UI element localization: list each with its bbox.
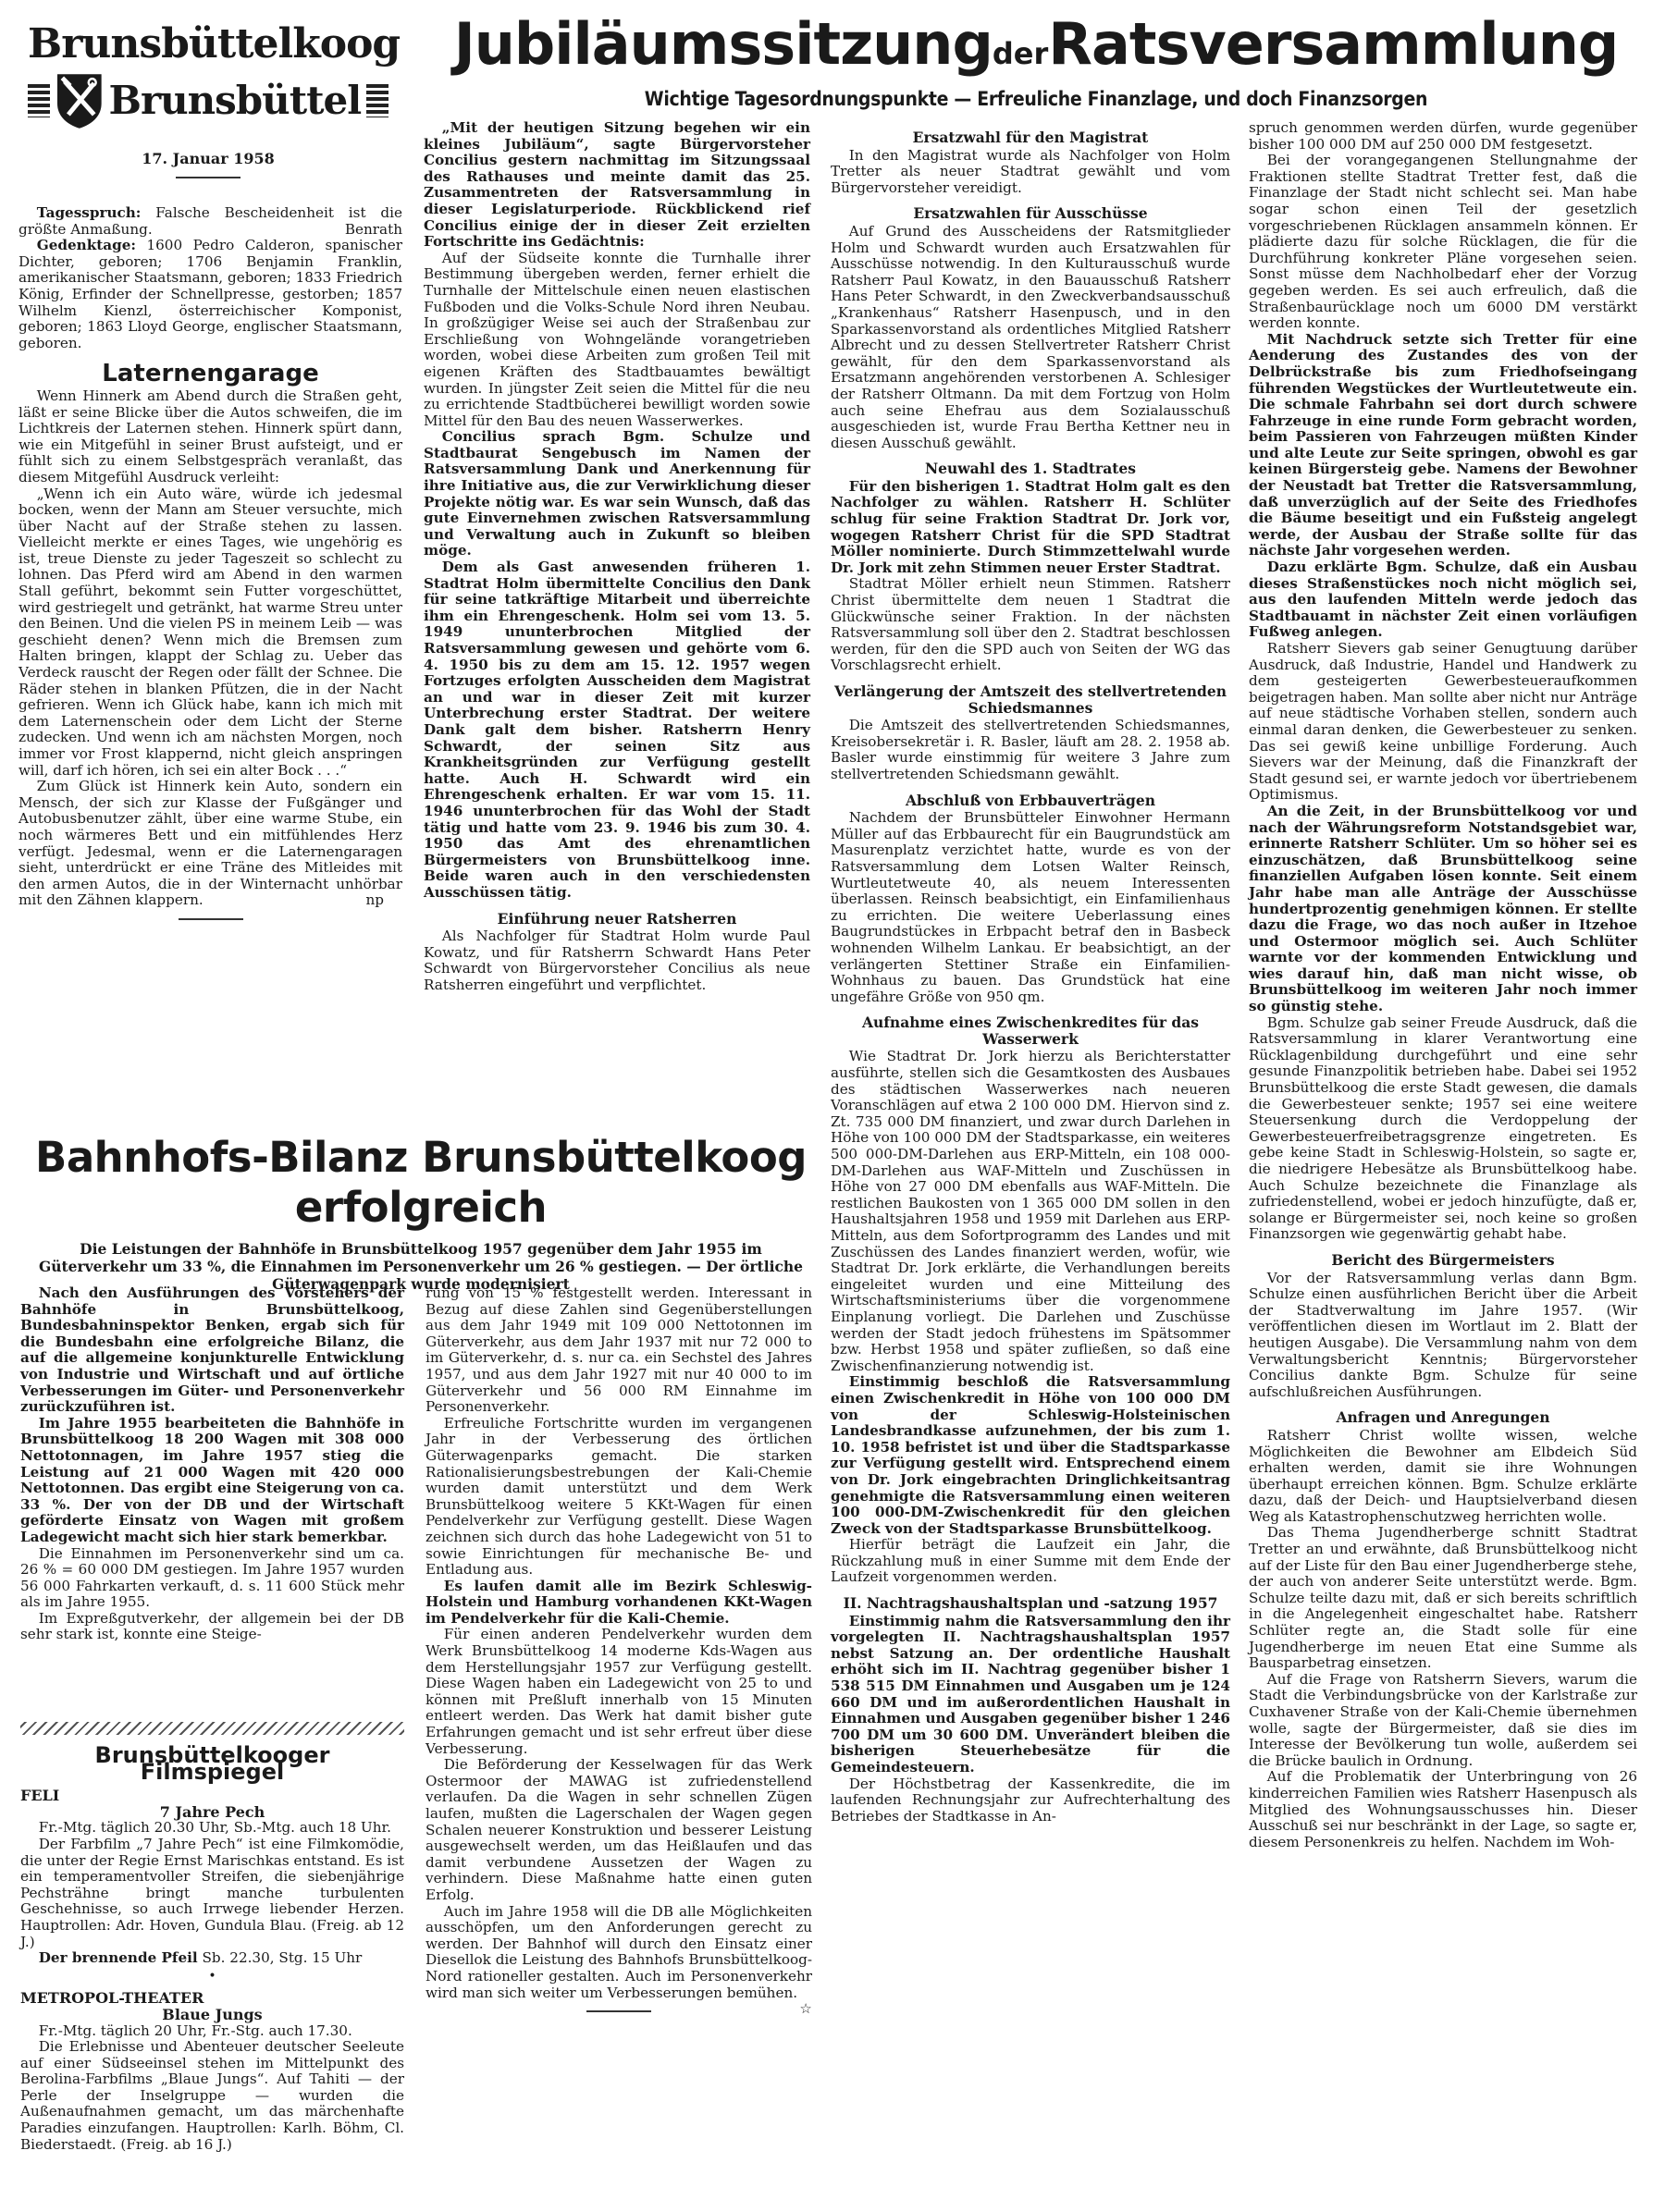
article-paragraph: Die Beförderung der Kesselwagen für das Werk Ostermoor der MAWAG ist zufriedenstellend verlaufen. Da die Wagen in sehr schnellen Zügen laufen, mußten die Lagerschalen der Wagen gegen Schalen neuerer Konstruktion und besserer Leistung ausgewechselt werden, um das Heißlaufen und das damit verbundene Aussetzen der Wagen zu verhindern. Diese Maßnahme hatte einen guten Erfolg.	[426, 1756, 812, 1903]
article-paragraph: Für einen anderen Pendelverkehr wurden dem Werk Brunsbüttelkoog 14 moderne Kds-Wagen aus dem Herstellungsjahr 1957 zur Verfügung gestellt. Diese Wagen haben ein Ladegewicht von 25 to und können mit Preßluft innerhalb von 15 Minuten entleert werden. Das Werk hat damit bisher gute Erfahrungen gemacht und ist sehr erfreut über diese Verbesserung.	[426, 1626, 812, 1757]
section-subheading: Aufnahme eines Zwischenkredites für das Wasserwerk	[861, 1014, 1200, 1048]
main-article-column-4	[1249, 120, 1637, 1850]
article-paragraph: Einstimmig nahm die Ratsversammlung den ihr vorgelegten II. Nachtragshaushaltsplan 1957 nebst Satzung an. Der ordentliche Haushalt erhöht sich im II. Nachtrag gegenüber bisher 1 538 515 DM Einnahmen und Ausgaben um je 124 660 DM und im außerordentlichen Haushalt in Einnahmen und Ausgaben gegenüber bisher 1 246 700 DM um 30 600 DM. Unverändert bleiben die bisherigen Steuerhebesätze für die Gemeindesteuern.	[831, 1612, 1230, 1776]
article-paragraph: Im Jahre 1955 bearbeiteten die Bahnhöfe in Brunsbüttelkoog 18 200 Wagen mit 308 000 Nettotonnagen, im Jahre 1957 stieg die Leistung auf 21 000 Wagen mit 420 000 Nettotonnen. Das ergibt eine Steigerung von ca. 33 %. Der von der DB und der Wirtschaft geförderte Einsatz von Wagen mit großem Ladegewicht macht sich hier stark bemerkbar.	[20, 1414, 404, 1545]
tagesspruch-label: Tagesspruch:	[36, 204, 142, 221]
article-paragraph: Ratsherr Sievers gab seiner Genugtuung darüber Ausdruck, daß Industrie, Handel und Handwerk zu dem gesteigerten Gewerbesteueraufkommen beigetragen haben. Man sollte aber nicht nur Anträge auf neue städtische Vorhaben stellen, sondern auch einmal daran denken, die Gewerbesteuer zu senken. Das sei gewiß keine unbillige Forderung. Auch Sievers war der Meinung, daß die Finanzkraft der Stadt gesund sei, er warnte jedoch vor übertriebenem Optimismus.	[1249, 640, 1637, 804]
article-paragraph: Auch im Jahre 1958 will die DB alle Möglichkeiten ausschöpfen, um den Anforderungen gerecht zu werden. Der Bahnhof will durch den Einsatz einer Diesellok die Leistung des Bahnhofs Brunsbüttelkoog-Nord rationeller gestalten. Auch im Personenverkehr wird man sich weiter um Verbesserungen bemühen. ☆	[426, 1902, 812, 2018]
wavy-divider	[20, 1722, 404, 1735]
article-paragraph: Bgm. Schulze gab seiner Freude Ausdruck, daß die Ratsversammlung in klarer Verantwortung eine Rücklagenbildung durchgeführt und eine sehr gesunde Finanzpolitik betrieben habe. Dabei sei 1952 Brunsbüttelkoog die erste Stadt gewesen, die damals die Gewerbesteuer senkte; 1957 sei eine weitere Steuersenkung durch die Verdoppelung der Gewerbesteuerfreibetragsgrenze eingetreten. Es gebe keine Stadt in Schleswig-Holstein, so sagte er, die niedrigere Hebesätze als Brunsbüttelkoog habe. Auch Schulze bezeichnete die Finanzlage als zufriedenstellend, wobei er jedoch hinzufügte, daß er, solange er Bürgermeister sei, noch keine so großen Finanzsorgen wie gegenwärtig gehabt habe.	[1249, 1014, 1637, 1243]
article-paragraph: Die Amtszeit des stellvertretenden Schiedsmannes, Kreisobersekretär i. R. Basler, läuft am 28. 2. 1958 ab. Basler wurde einstimmig für weitere 3 Jahre zum stellvertretenden Schiedsmann gewählt.	[831, 717, 1230, 782]
section-subheading: II. Nachtragshaushaltsplan und -satzung 1957	[843, 1594, 1218, 1613]
bahn-deck: Die Leistungen der Bahnhöfe in Brunsbüttelkoog 1957 gegenüber dem Jahr 1955 im Güterverkehr um 33 %, die Einnahmen im Personenverkehr um 26 % gestiegen. — Der örtliche Güterwagenpark wurde modernisiert	[38, 1240, 804, 1293]
main-deck: Wichtige Tagesordnungspunkte — Erfreuliche Finanzlage, und doch Finanzsorgen	[644, 88, 1428, 110]
end-star-icon: ☆	[799, 2000, 812, 2018]
movie-times: Fr.-Mtg. täglich 20.30 Uhr, Sb.-Mtg. auch 18 Uhr.	[38, 1819, 391, 1837]
article-paragraph: rung von 15 % festgestellt werden. Interessant in Bezug auf diese Zahlen sind Gegenüberstellungen aus dem Jahr 1949 mit 109 000 Nettotonnen im Güterverkehr, aus dem Jahr 1937 mit nur 72 000 to im Güterverkehr, d. s. nur ca. ein Sechstel des Jahres 1957, und aus dem Jahr 1927 mit nur 40 000 to im Güterverkehr und 56 000 RM Einnahme im Personenverkehr.	[426, 1284, 812, 1416]
film-section-title: Brunsbüttelkooger Filmspiegel	[94, 1742, 330, 1785]
article-paragraph: Concilius sprach Bgm. Schulze und Stadtbaurat Sengebusch im Namen der Ratsversammlung Dank und Anerkennung für ihre Initiative aus, die zur Verwirklichung dieser Projekte nötig war. Es war sein Wunsch, daß das gute Einvernehmen zwischen Ratsversammlung und Verwaltung auch in Zukunft so bleiben möge.	[424, 428, 810, 559]
tagesspruch-author: Benrath	[344, 220, 402, 238]
section-subheading: Einführung neuer Ratsherren	[497, 909, 737, 928]
extra-movie-times: Sb. 22.30, Stg. 15 Uhr	[197, 1949, 363, 1967]
article-paragraph: Erfreuliche Fortschritte wurden im vergangenen Jahr in der Verbesserung des örtlichen Güterwagenparks gemacht. Die starken Rationalisierungsbestrebungen der Kali-Chemie wurden damit unterstützt und dem Werk Brunsbüttelkoog weitere 5 KKt-Wagen für einen Pendelverkehr zur Verfügung gestellt. Diese Wagen zeichnen sich durch das hohe Ladegewicht von 51 to sowie Einrichtungen für mechanische Be- und Entladung aus.	[426, 1414, 812, 1579]
bahn-article-column-1	[20, 1285, 404, 1643]
article-paragraph: Nachdem der Brunsbütteler Einwohner Hermann Müller auf das Erbbaurecht für ein Baugrundstück am Masurenplatz verzichtet hatte, wurde es von der Ratsversammlung dem Lotsen Walter Reinsch, Wurtleutetweute 40, als neuem Interessenten überlassen. Reinsch beabsichtigt, ein Einfamilienhaus zu errichten. Die weitere Ueberlassung eines Baugrundstückes in Erbpacht betraf den in Basbeck wohnenden Wilhelm Lankau. Er beabsichtigt, an der verlängerten Stettiner Straße ein Einfamilien-Wohnhaus zu bauen. Das Grundstück hat eine ungefähre Größe von 950 qm.	[831, 809, 1230, 1005]
bahn-headline-1: Bahnhofs-Bilanz Brunsbüttelkoog	[35, 1133, 807, 1182]
article-paragraph: Vor der Ratsversammlung verlas dann Bgm. Schulze einen ausführlichen Bericht über die Arbeit der Stadtverwaltung im Jahre 1957. (Wir veröffentlichen diesen im Wortlaut im 2. Blatt der heutigen Ausgabe). Die Versammlung nahm von dem Verwaltungsbericht Kenntnis; Bürgervorsteher Concilius dankte Bgm. Schulze für seine aufschlußreichen Ausführungen.	[1249, 1269, 1637, 1400]
cinema-name: METROPOL-THEATER	[20, 1989, 204, 2008]
gedenktage-label: Gedenktage:	[36, 237, 136, 254]
bahn-article-header	[28, 1133, 814, 1293]
article-paragraph: „Mit der heutigen Sitzung begehen wir ein kleines Jubiläum“, sagte Bürgervorsteher Concilius gestern nachmittag im Sitzungssaal des Rathauses und meinte damit das 25. Zusammentreten der Ratsversammlung in dieser Legislaturperiode. Rückblickend rief Concilius einige der in dieser Zeit erzielten Fortschritte ins Gedächtnis:	[424, 119, 810, 251]
separator-dot: •	[208, 1968, 216, 1984]
main-headline	[412, 11, 1660, 111]
main-article-column-2	[424, 120, 810, 993]
extra-movie-title: Der brennende Pfeil	[38, 1949, 198, 1967]
section-subheading: Anfragen und Anregungen	[1336, 1408, 1550, 1427]
cinema-name: FELI	[20, 1787, 60, 1805]
article-paragraph: Als Nachfolger für Stadtrat Holm wurde Paul Kowatz, und für Ratsherrn Schwardt Hans Peter Schwardt von Bürgervorsteher Concilius als neue Ratsherren eingeführt und verpflichtet.	[424, 928, 810, 993]
main-article-column-3	[831, 120, 1230, 1825]
headline-part-b: der	[992, 36, 1049, 71]
article-paragraph: Ratsherr Christ wollte wissen, welche Möglichkeiten die Bewohner am Elbdeich Süd erhalten werden, damit sie ihre Wohnungen überhaupt erreichen können. Bgm. Schulze erklärte dazu, daß der Deich- und Hauptsielverband diesen Weg als Katastrophenschutzweg herrichten wolle.	[1249, 1426, 1637, 1525]
masthead	[28, 20, 401, 188]
article-paragraph: Hierfür beträgt die Laufzeit ein Jahr, die Rückzahlung muß in einer Summe mit dem Ende der Laufzeit vorgenommen werden.	[831, 1536, 1230, 1586]
section-subheading: Abschluß von Erbbauverträgen	[906, 791, 1155, 809]
anchor-shield-crest-icon	[56, 72, 104, 129]
movie-description: Die Erlebnisse und Abenteuer deutscher Seeleute auf einer Südseeinsel stehen im Mittelpunkt des Berolina-Farbfilms „Blaue Jungs“. Auf Tahiti — der Perle der Inselgruppe — wurden die Außenaufnahmen gemacht, um das märchenhafte Paradies einzufangen. Hauptrollen: Karlh. Böhm, Cl. Biederstaedt. (Freig. ab 16 J.)	[20, 2038, 404, 2153]
glosse-paragraph: Zum Glück ist Hinnerk kein Auto, sondern ein Mensch, der sich zur Klasse der Fußgänger und Autobusbenutzer zählt, über eine warme Stube, ein noch wärmeres Bett und ein mitfühlendes Herz verfügt. Jedesmal, wenn er die Laternengaragen sieht, unterdrückt er eine Träne des Mitleides mit den armen Autos, die in der Winternacht unhörbar mit den Zähnen klappern.	[18, 778, 402, 909]
article-paragraph: Mit Nachdruck setzte sich Tretter für eine Aenderung des Zustandes des von der Delbrückstraße bis zum Friedhofseingang führenden Wegstückes der Wurtleutetweute ein. Die schmale Fahrbahn sei dort durch schwere Fahrzeuge in eine runde Form gebracht worden, beim Passieren von Fahrzeugen müßten Kinder und alte Leute zur Seite springen, obwohl es gar keinen Bürgersteig gebe. Namens der Bewohner der Neustadt bat Tretter die Ratsversammlung, daß unverzüglich auf der Seite des Friedhofes die Bäume beseitigt und ein Fußsteig angelegt werde, der Ausbau der Straße sollte für das nächste Jahr vorgesehen werden.	[1249, 330, 1637, 559]
glosse-paragraph: Wenn Hinnerk am Abend durch die Straßen geht, läßt er seine Blicke über die Autos schweifen, die im Lichtkreis der Laternen stehen. Hinnerk spürt dann, wie ein Mitgefühl in seiner Brust aufsteigt, und er fühlt sich zu einem Selbstgespräch veranlaßt, das diesem Mitgefühl Ausdruck verleiht:	[18, 387, 402, 485]
article-paragraph: Die Einnahmen im Personenverkehr sind um ca. 26 % = 60 000 DM gestiegen. Im Jahre 1957 wurden 56 000 Fahrkarten verkauft, d. s. 11 600 Stück mehr als im Jahre 1955.	[20, 1544, 404, 1611]
divider	[179, 918, 243, 920]
left-column	[18, 205, 402, 929]
article-paragraph: Für den bisherigen 1. Stadtrat Holm galt es den Nachfolger zu wählen. Ratsherr H. Schlüter schlug für seine Fraktion Stadtrat Dr. Jork vor, wogegen Ratsherr Christ für die SPD Stadtrat Möller nominierte. Durch Stimmzettelwahl wurde Dr. Jork mit zehn Stimmen neuer Erster Stadtrat.	[831, 477, 1230, 576]
glosse-author: np	[365, 891, 384, 909]
article-paragraph: Im Expreßgutverkehr, der allgemein bei der DB sehr stark ist, konnte eine Steige-	[20, 1609, 404, 1643]
masthead-subtitle: Brunsbüttel	[108, 78, 362, 123]
article-paragraph: Bei der vorangegangenen Stellungnahme der Fraktionen stellte Stadtrat Tretter fest, daß die Finanzlage der Stadt nicht schlecht sei. Man habe sogar schon einen Teil der gesetzlich vorgeschriebenen Rücklagen ansammeln können. Er plädierte dazu für solche Rücklagen, die für die Durchführung konkreter Pläne vorgesehen seien. Sonst müsse dem Nachholbedarf eher der Vorzug gegeben werden. Es sei auch erfreulich, daß die Straßenbaurücklage noch um 6000 DM verstärkt werden konnte.	[1249, 152, 1637, 332]
article-paragraph: Dazu erklärte Bgm. Schulze, daß ein Ausbau dieses Straßenstückes noch nicht möglich sei, aus den laufenden Mitteln werde jedoch das Stadtbauamt in nächster Zeit einen vorläufigen Fußweg anlegen.	[1249, 559, 1637, 641]
glosse-paragraph: „Wenn ich ein Auto wäre, würde ich jedesmal bocken, wenn der Mann am Steuer versuchte, mich über Nacht auf der Straße stehen zu lassen. Vielleicht merkte er eines Tages, wie ungehörig es ist, treue Dienste zu jeder Tageszeit so schlecht zu lohnen. Das Pferd wird am Abend in den warmen Stall geführt, bekommt sein Futter vorgeschüttet, wird gestriegelt und getränkt, hat warme Streu unter den Beinen. Und die vielen PS in meinem Leib — was geschieht denen? Wenn mich die Bremsen zum Halten bringen, klappt der Schlag zu. Ueber das Verdeck rauscht der Regen oder fällt der Schnee. Die Räder stehen in blanken Pfützen, die in der Nacht gefrieren. Wenn ich Glück habe, kann ich mich mit dem Laternenschein oder dem Licht der Sterne zudecken. Und wenn ich am nächsten Morgen, noch immer vor Frost klappernd, nicht gleich anspringen will, darf ich hören, ich sei ein alter Bock . . .“	[18, 485, 402, 779]
headline-part-c: Ratsversammlung	[1048, 10, 1619, 78]
movie-title: Blaue Jungs	[162, 2005, 263, 2023]
gedenktage-text: 1600 Pedro Calderon, spanischer Dichter, geboren; 1706 Benjamin Franklin, amerikanischer Staatsmann, geboren; 1833 Friedrich König, Erfinder der Schnellpresse, gestorben; 1857 Wilhelm Kienzl, österreichischer Komponist, geboren; 1863 Lloyd George, englischer Staatsmann, geboren.	[18, 237, 402, 351]
bahn-headline-2: erfolgreich	[294, 1183, 548, 1232]
film-section	[20, 1702, 404, 2153]
article-paragraph: Dem als Gast anwesenden früheren 1. Stadtrat Holm übermittelte Concilius den Dank für seine tatkräftige Mitarbeit und überreichte ihm ein Ehrengeschenk. Holm sei vom 13. 5. 1949 ununterbrochen Mitglied der Ratsversammlung gewesen und gehörte vom 6. 4. 1950 bis zu dem am 15. 12. 1957 wegen Fortzuges erfolgten Ausscheiden dem Magistrat an und war in dieser Zeit mit kurzer Unterbrechung erster Stadtrat. Der weitere Dank galt dem bisher. Ratsherrn Henry Schwardt, der seinen Sitz aus Krankheitsgründen zur Verfügung gestellt hatte. Auch H. Schwardt wird ein Ehrengeschenk erhalten. Er war vom 15. 11. 1946 ununterbrochen für das Wohl der Stadt tätig und hatte vom 23. 9. 1946 bis zum 30. 4. 1950 das Amt des ehrenamtlichen Bürgermeisters von Brunsbüttelkoog inne. Beide waren auch in den verschiedensten Ausschüssen tätig.	[424, 559, 810, 901]
article-paragraph: Auf Grund des Ausscheidens der Ratsmitglieder Holm und Schwardt wurden auch Ersatzwahlen für Ausschüsse notwendig. In den Kulturausschuß wurde Ratsherr Paul Kowatz, in den Bauausschuß Ratsherr Hans Peter Schwardt, in den Zweckverbandsausschuß „Krankenhaus“ Ratsherr Hasenpusch, und in den Sparkassenvorstand als ordentliches Mitglied Ratsherr Albrecht und zu dessen Stellvertreter Ratsherr Christ gewählt, für den dem Sparkassenvorstand als Ersatzmann angehörenden verstorbenen A. Schlesiger der Ratsherr Oltmann. Da mit dem Fortzug von Holm auch seine Ehefrau aus dem Sozialausschuß ausgeschieden ist, wurde Frau Bertha Kettner neu in diesen Ausschuß gewählt.	[831, 222, 1230, 451]
article-paragraph: Auf der Südseite konnte die Turnhalle ihrer Bestimmung übergeben werden, ferner erhielt die Turnhalle der Mittelschule einen neuen elastischen Fußboden und die Volks-Schule Nord ihren Neubau. In großzügiger Weise sei auch der Straßenbau zur Erschließung von Wohngelände vorangetrieben worden, wobei diese Arbeiten zum großen Teil mit eigenen Kräften des Stadtbauamtes bewältigt wurden. In jüngster Zeit seien die Mittel für die neu zu errichtende Stadtbücherei bewilligt worden sowie Mittel für den Bau des neuen Wasserwerkes.	[424, 249, 810, 429]
ribbon-right-icon	[366, 84, 388, 117]
section-subheading: Verlängerung der Amtszeit des stellvertretenden Schiedsmannes	[834, 682, 1227, 717]
section-subheading: Ersatzwahl für den Magistrat	[912, 129, 1149, 146]
section-subheading: Ersatzwahlen für Ausschüsse	[913, 204, 1148, 223]
divider	[586, 2010, 651, 2012]
article-paragraph: Der Höchstbetrag der Kassenkredite, die im laufenden Rechnungsjahr zur Aufrechterhaltung des Betriebes der Stadtkasse in An-	[831, 1775, 1230, 1825]
movie-title: 7 Jahre Pech	[159, 1802, 265, 1821]
divider	[176, 177, 240, 178]
section-subheading: Neuwahl des 1. Stadtrates	[925, 460, 1136, 478]
movie-times: Fr.-Mtg. täglich 20 Uhr, Fr.-Stg. auch 17.30.	[38, 2022, 352, 2039]
movie-description: Der Farbfilm „7 Jahre Pech“ ist eine Filmkomödie, die unter der Regie Ernst Marischkas entstand. Es ist ein temperamentvoller Streifen, die siebenjährige Pechsträhne bringt manche turbulenten Geschehnisse, so auch Irrwege liebender Herzen. Hauptrollen: Adr. Hoven, Gundula Blau. (Freig. ab 12 J.)	[20, 1835, 404, 1950]
glosse-title: Laternengarage	[102, 360, 319, 388]
article-paragraph: Auf die Frage von Ratsherrn Sievers, warum die Stadt die Verbindungsbrücke von der Karlstraße zur Cuxhavener Straße von der Kali-Chemie übernehmen wolle, sagte der Bürgermeister, daß sie dies im Interesse der Bevölkerung tun wolle, außerdem sei die Brücke baulich in Ordnung.	[1249, 1670, 1637, 1769]
article-paragraph: In den Magistrat wurde als Nachfolger von Holm Tretter als neuer Stadtrat gewählt und vom Bürgervorsteher vereidigt.	[831, 146, 1230, 196]
issue-date: 17. Januar 1958	[142, 150, 275, 167]
article-paragraph: Stadtrat Möller erhielt neun Stimmen. Ratsherr Christ übermittelte dem neuen 1 Stadtrat die Glückwünsche seiner Fraktion. In der nächsten Ratsversammlung soll über den 2. Stadtrat beschlossen werden, für den die SPD auch von Seiten der WG das Vorschlagsrecht erhielt.	[831, 575, 1230, 674]
ribbon-left-icon	[28, 84, 50, 117]
article-paragraph: An die Zeit, in der Brunsbüttelkoog vor und nach der Währungsreform Notstandsgebiet war, erinnerte Ratsherr Schlüter. Um so höher sei es einzuschätzen, daß Brunsbüttelkoog seine finanziellen Aufgaben lösen konnte. Seit einem Jahr habe man alle Anträge der Ausschüsse hundertprozentig genehmigen können. Er stellte dazu die Frage, wo das noch außer in Itzehoe und Ostermoor möglich sei. Auch Schlüter warnte vor der kommenden Entwicklung und wies darauf hin, daß man nicht wisse, ob Brunsbüttelkoog im weiteren Jahr noch immer so günstig stehe.	[1249, 802, 1637, 1015]
article-paragraph: Auf die Problematik der Unterbringung von 26 kinderreichen Familien wies Ratsherr Hasenpusch als Mitglied des Wohnungsausschusses hin. Dieser Ausschuß sei nur beschränkt in der Lage, so sagte er, diesem Personenkreis zu helfen. Nachdem im Woh-	[1249, 1768, 1637, 1850]
article-paragraph: Nach den Ausführungen des Vorstehers der Bahnhöfe in Brunsbüttelkoog, Bundesbahninspektor Benken, ergab sich für die Bundesbahn eine erfolgreiche Bilanz, die auf die allgemeine konjunkturelle Entwicklung von Industrie und Wirtschaft und auf örtliche Verbesserungen im Güter- und Personenverkehr zurückzuführen ist.	[20, 1284, 404, 1416]
article-paragraph: Wie Stadtrat Dr. Jork hierzu als Berichterstatter ausführte, stellen sich die Gesamtkosten des Ausbaues des städtischen Wasserwerkes nach neueren Voranschlägen auf etwa 2 100 000 DM. Hiervon sind z. Zt. 735 000 DM finanziert, und zwar durch Darlehen in Höhe von 100 000 DM der Stadtsparkasse, ein weiteres 500 000-DM-Darlehen aus ERP-Mitteln, ein 108 000-DM-Darlehen aus WAF-Mitteln und Zuschüssen in Höhe von 27 000 DM ebenfalls aus WAF-Mitteln. Die restlichen Baukosten von 1 365 000 DM sollen in den Haushaltsjahren 1958 und 1959 mit Darlehen aus ERP-Mitteln, aus dem Sofortprogramm des Landes und mit Zuschüssen des Landes finanziert werden, wofür, wie Stadtrat Dr. Jork erklärte, die Verhandlungen bereits eingeleitet wurden und eine Mitteilung des Wirtschaftsministeriums über die vorgenommene Einplanung vorliegt. Die Darlehen und Zuschüsse werden der Stadt jedoch frühestens im Spätsommer bzw. Herbst 1958 und später zufließen, so daß eine Zwischenfinanzierung notwendig ist.	[831, 1048, 1230, 1374]
article-paragraph: Es laufen damit alle im Bezirk Schleswig-Holstein und Hamburg vorhandenen KKt-Wagen im Pendelverkehr für die Kali-Chemie.	[426, 1577, 812, 1627]
article-paragraph: Einstimmig beschloß die Ratsversammlung einen Zwischenkredit in Höhe von 100 000 DM von der Schleswig-Holsteinischen Landesbrandkasse aufzunehmen, der bis zum 1. 10. 1958 befristet ist und über die Stadtsparkasse zur Verfügung gestellt wird. Entsprechend einem von Dr. Jork eingebrachten Dringlichkeitsantrag genehmigte die Ratsversammlung einen weiteren 100 000-DM-Zwischenkredit für den gleichen Zweck von der Stadtsparkasse Brunsbüttelkoog.	[831, 1373, 1230, 1537]
headline-part-a: Jubiläumssitzung	[453, 10, 993, 78]
section-subheading: Bericht des Bürgermeisters	[1331, 1250, 1555, 1269]
tagesspruch-text: Falsche Bescheidenheit ist die größte Anmaßung.	[18, 204, 402, 238]
bahn-article-column-2	[426, 1285, 812, 2022]
article-paragraph: spruch genommen werden dürfen, wurde gegenüber bisher 100 000 DM auf 250 000 DM festgesetzt.	[1249, 119, 1637, 153]
masthead-title: Brunsbüttelkoog	[28, 20, 401, 68]
article-paragraph: Das Thema Jugendherberge schnitt Stadtrat Tretter an und erwähnte, daß Brunsbüttelkoog nicht auf der Liste für den Bau einer Jugendherberge stehe, der auch von anderer Seite unterstützt werde. Bgm. Schulze teilte dazu mit, daß er sich bereits schriftlich in die Angelegenheit eingeschaltet habe. Ratsherr Schlüter regte an, die Stadt solle für eine Jugendherberge im neuen Etat eine Summe als Bausparbetrag einsetzen.	[1249, 1524, 1637, 1672]
